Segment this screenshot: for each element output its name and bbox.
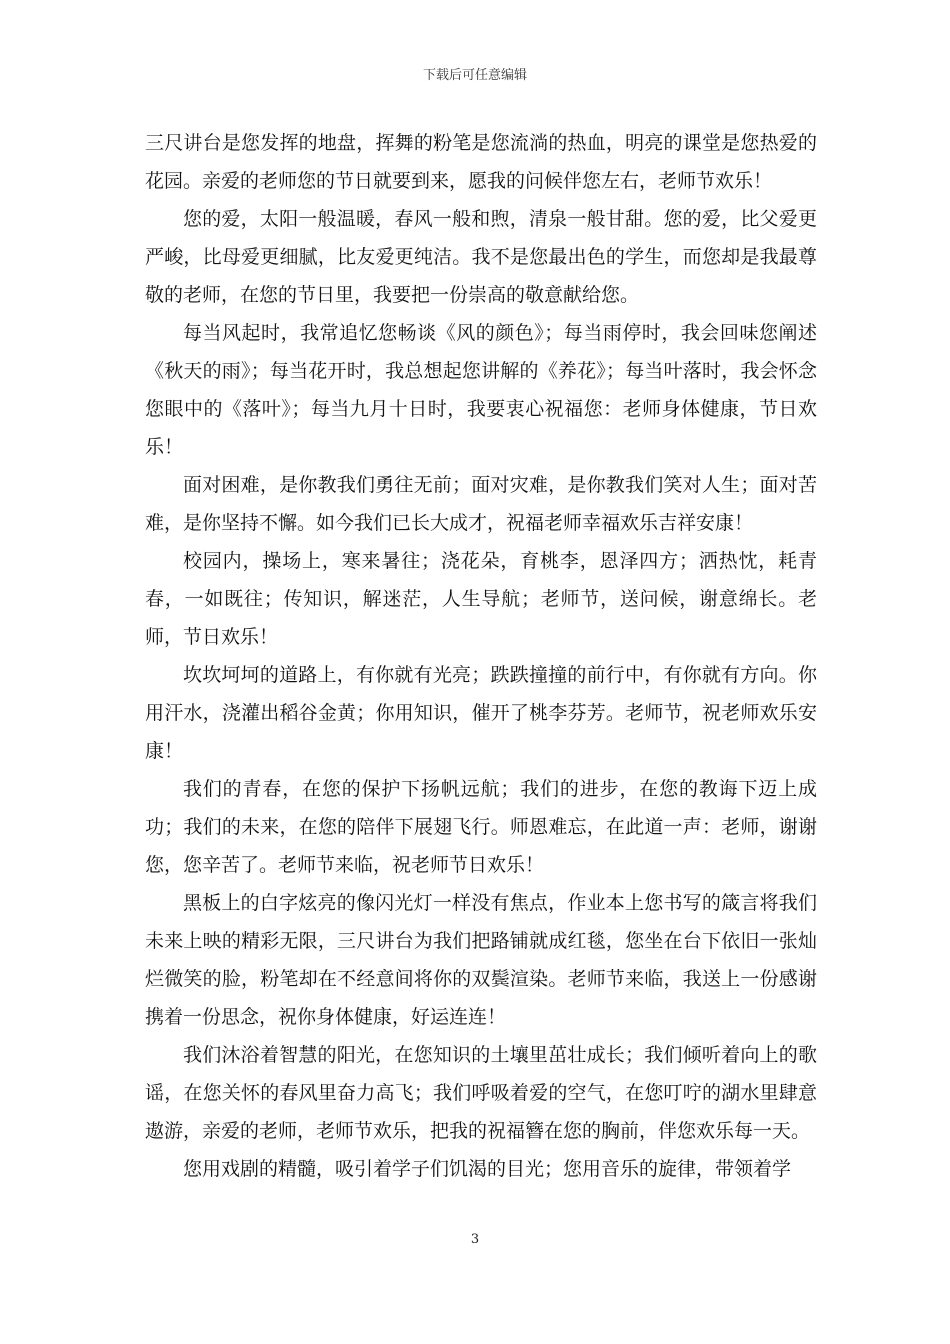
- paragraph: 您的爱，太阳一般温暖，春风一般和煦，清泉一般甘甜。您的爱，比父爱更严峻，比母爱更细腻，比友爱更纯洁。我不是您最出色的学生，而您却是我最尊敬的老师，在您的节日里，我要把一份崇高的敬意献给您。: [145, 208, 817, 306]
- page-number: 3: [470, 1232, 480, 1247]
- paragraph: 校园内，操场上，寒来暑往；浇花朵，育桃李，恩泽四方；洒热忱，耗青春，一如既往；传知识，解迷茫，人生导航；老师节，送问候，谢意绵长。老师，节日欢乐！: [145, 550, 817, 648]
- document-body: [145, 124, 817, 1188]
- page-header: 下载后可任意编辑: [422, 68, 527, 83]
- paragraph: 您用戏剧的精髓，吸引着学子们饥渴的目光；您用音乐的旋律，带领着学: [183, 1158, 792, 1180]
- paragraph: 黑板上的白字炫亮的像闪光灯一样没有焦点，作业本上您书写的箴言将我们未来上映的精彩无限，三尺讲台为我们把路铺就成红毯，您坐在台下依旧一张灿烂微笑的脸，粉笔却在不经意间将你的双鬓渲染。老师节来临，我送上一份感谢携着一份思念，祝你身体健康，好运连连！: [145, 892, 817, 1028]
- paragraph: 每当风起时，我常追忆您畅谈《风的颜色》；每当雨停时，我会回味您阐述《秋天的雨》；每当花开时，我总想起您讲解的《养花》；每当叶落时，我会怀念您眼中的《落叶》；每当九月十日时，我要衷心祝福您：老师身体健康，节日欢乐！: [145, 322, 817, 458]
- paragraph: 我们的青春，在您的保护下扬帆远航；我们的进步，在您的教诲下迈上成功；我们的未来，在您的陪伴下展翅飞行。师恩难忘，在此道一声：老师，谢谢您，您辛苦了。老师节来临，祝老师节日欢乐！: [145, 778, 817, 876]
- paragraph: 我们沐浴着智慧的阳光，在您知识的土壤里茁壮成长；我们倾听着向上的歌谣，在您关怀的春风里奋力高飞；我们呼吸着爱的空气，在您叮咛的湖水里肆意遨游，亲爱的老师，老师节欢乐，把我的祝福簪在您的胸前，伴您欢乐每一天。: [145, 1044, 817, 1142]
- paragraph: 坎坎坷坷的道路上，有你就有光亮；跌跌撞撞的前行中，有你就有方向。你用汗水，浇灌出稻谷金黄；你用知识，催开了桃李芬芳。老师节，祝老师欢乐安康！: [145, 664, 817, 762]
- paragraph: 三尺讲台是您发挥的地盘，挥舞的粉笔是您流淌的热血，明亮的课堂是您热爱的花园。亲爱的老师您的节日就要到来，愿我的问候伴您左右，老师节欢乐！: [145, 132, 817, 192]
- paragraph: 面对困难，是你教我们勇往无前；面对灾难，是你教我们笑对人生；面对苦难，是你坚持不懈。如今我们已长大成才，祝福老师幸福欢乐吉祥安康！: [145, 474, 817, 534]
